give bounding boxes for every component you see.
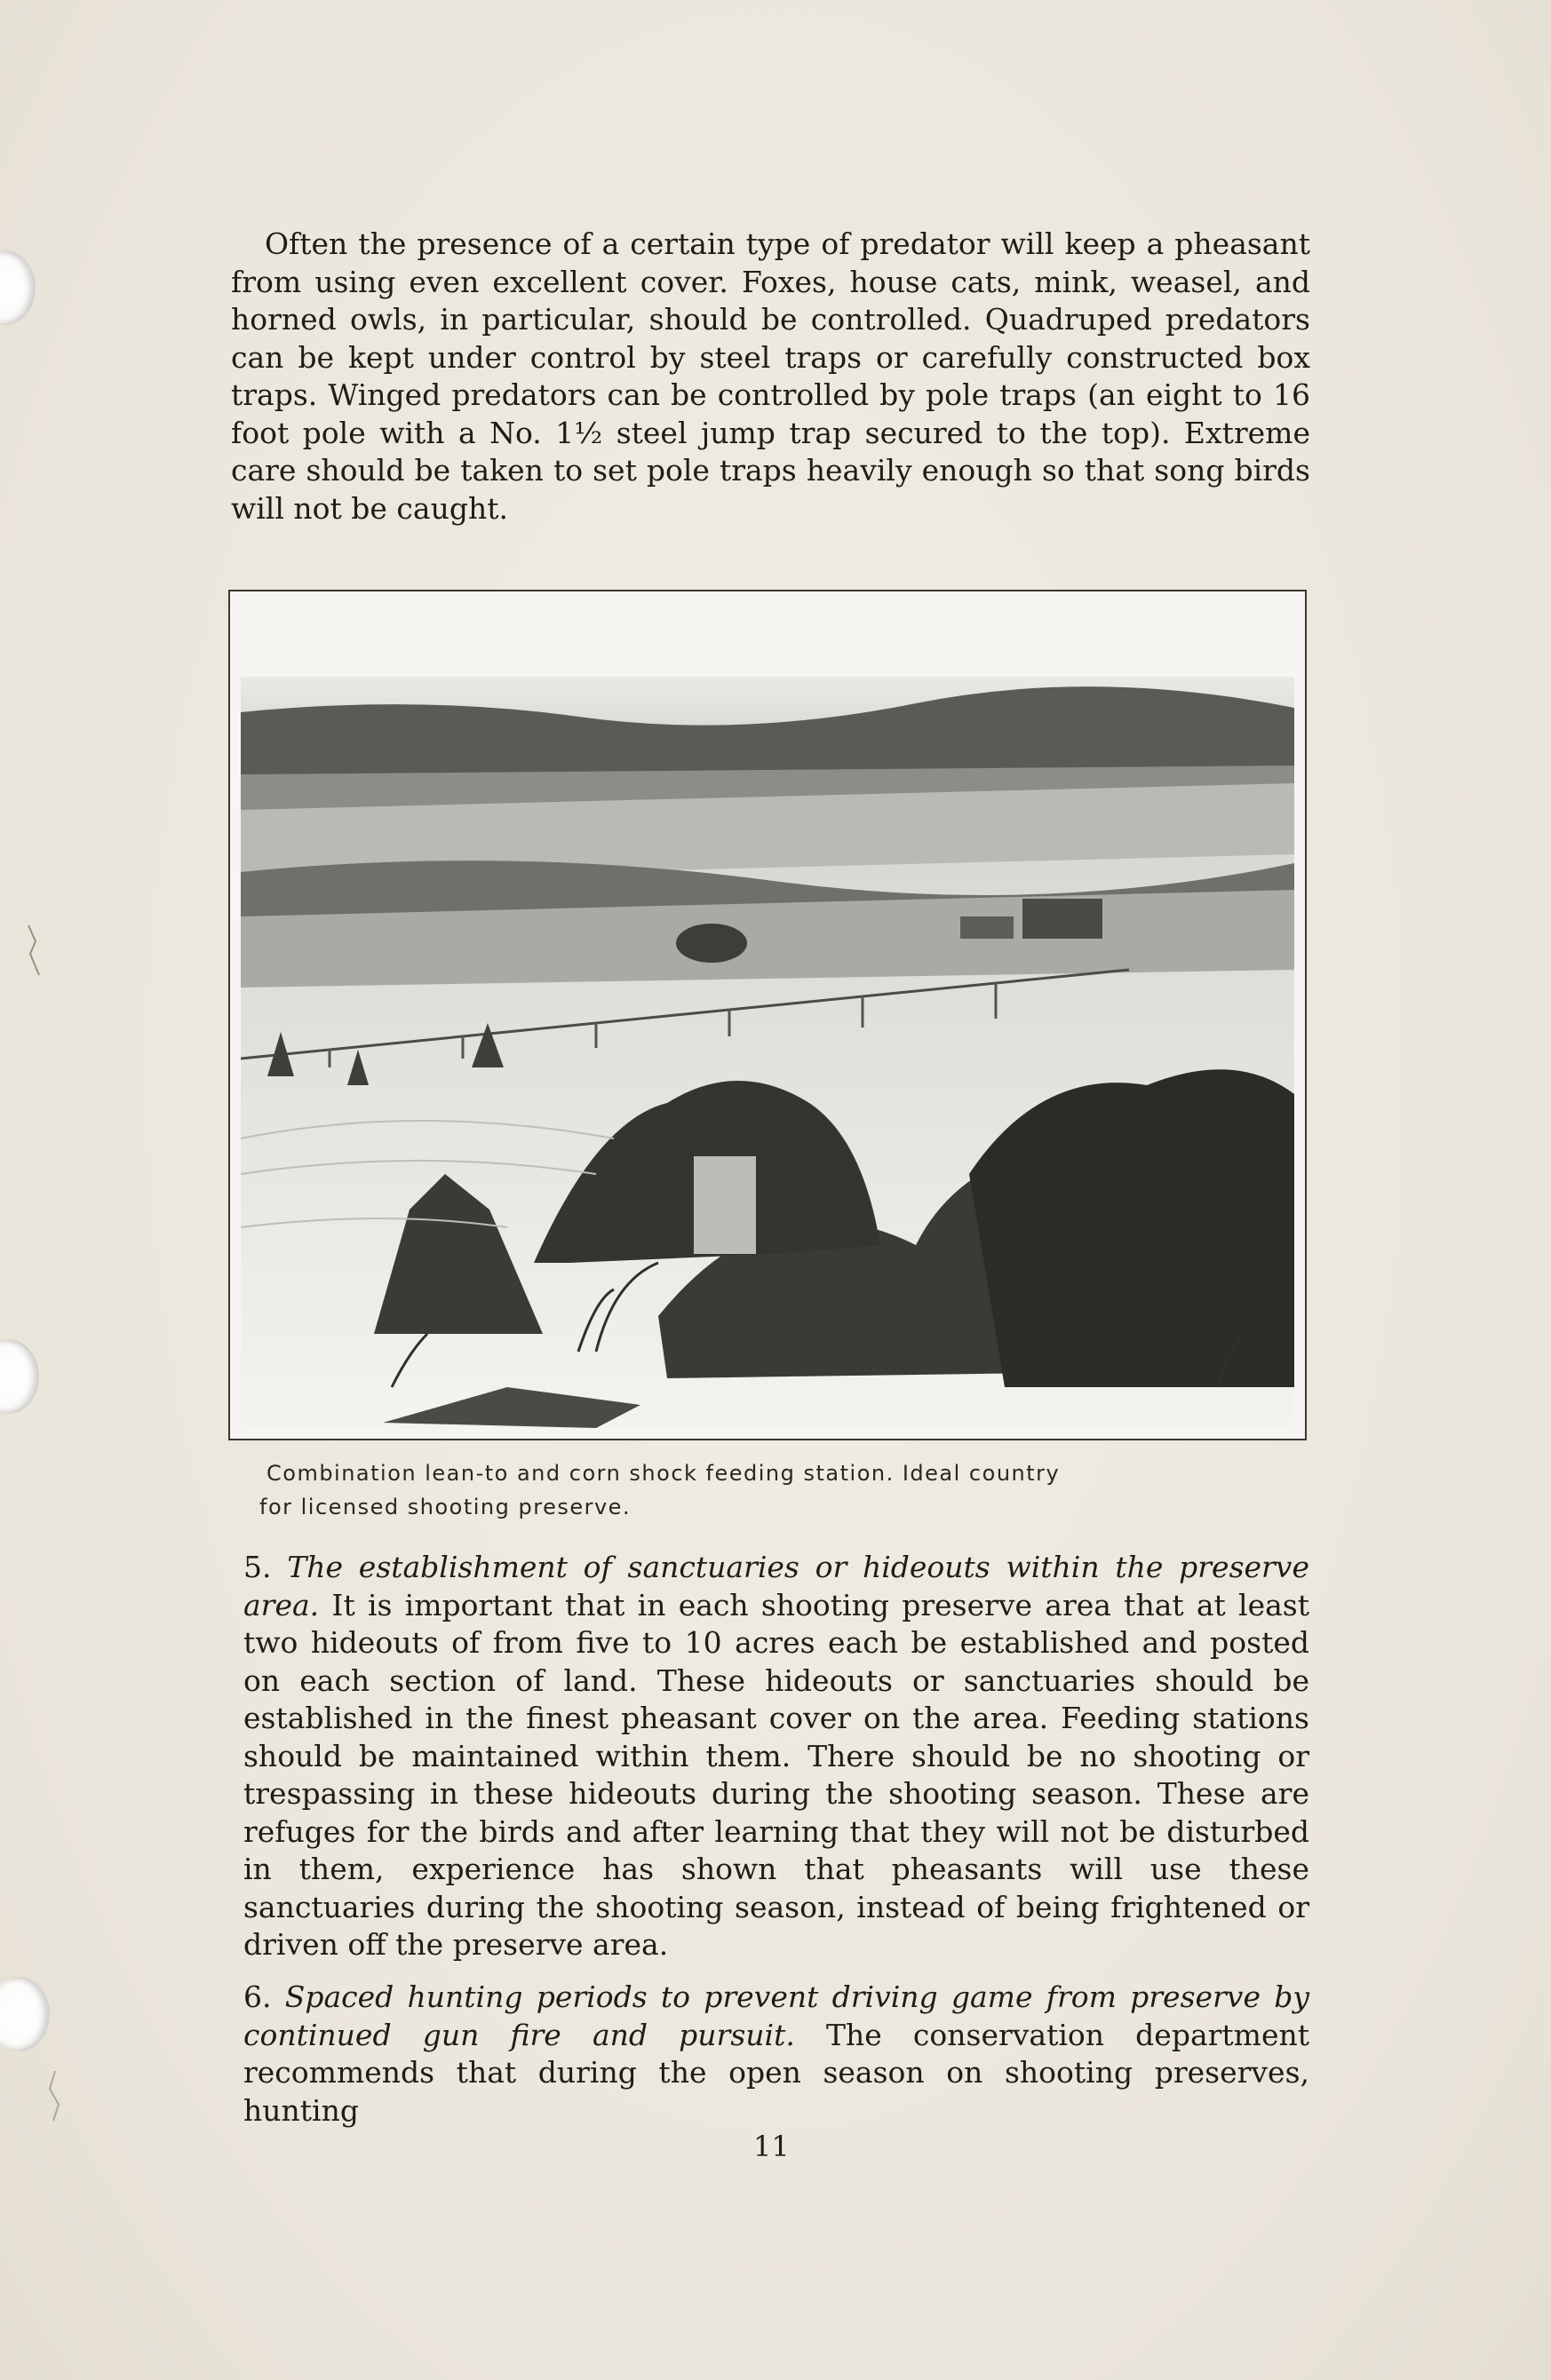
punch-hole-middle (0, 1339, 39, 1414)
photo-illustration (241, 677, 1294, 1428)
page-number: 11 (753, 2130, 790, 2163)
section-5-body: It is important that in each shooting preserve area that at least two hideouts of from five to 10 acres each be established and posted on each section of land. These hideouts or sanctuaries should be established in the finest pheasant cover on the area. Feeding stations should be maintained within them. There should be no shooting or trespassing in these hideouts during the shooting season. These are refuges for the birds and after learning that they will not be disturbed in them, experience has shown that pheasants will use these sanctuaries during the shooting season, instead of being frightened or driven off the preserve area. (243, 1587, 1309, 1962)
photo-frame (228, 590, 1307, 1440)
section-5 (243, 1549, 1309, 1964)
section-5-number: 5. (243, 1550, 272, 1584)
section-6-title: Spaced hunting periods to prevent driving game from preserve by continued gun fire and pursuit. (243, 1979, 1309, 2052)
intro-paragraph (231, 226, 1310, 528)
section-5-title: The establishment of sanctuaries or hideouts within the preserve area. (243, 1550, 1309, 1622)
page-tear-mark (25, 924, 43, 977)
punch-hole-bottom (0, 1977, 50, 2051)
caption-line-1: Combination lean-to and corn shock feeding station. Ideal country (266, 1461, 1061, 1486)
predator-paragraph: Often the presence of a certain type of predator will keep a pheasant from using even excellent cover. Foxes, house cats, mink, weasel, and horned owls, in particular, should be controlled. Quadruped predators can be kept under control by steel traps or carefully constructed box traps. Winged predators can be controlled by pole traps (an eight to 16 foot pole with a No. 1½ steel jump trap secured to the top). Extreme care should be taken to set pole traps heavily enough so that song birds will not be caught. (231, 226, 1310, 526)
photo-caption (259, 1456, 1270, 1524)
page-tear-mark (46, 2069, 64, 2122)
section-6-number: 6. (243, 1979, 272, 2014)
section-6 (243, 1979, 1309, 2130)
winter-field-photo (241, 677, 1294, 1428)
punch-hole-top (0, 250, 36, 325)
section-6-body: The conservation department recommends that during the open season on shooting preserves, hunting (243, 2017, 1309, 2128)
caption-line-2: for licensed shooting preserve. (259, 1495, 632, 1519)
